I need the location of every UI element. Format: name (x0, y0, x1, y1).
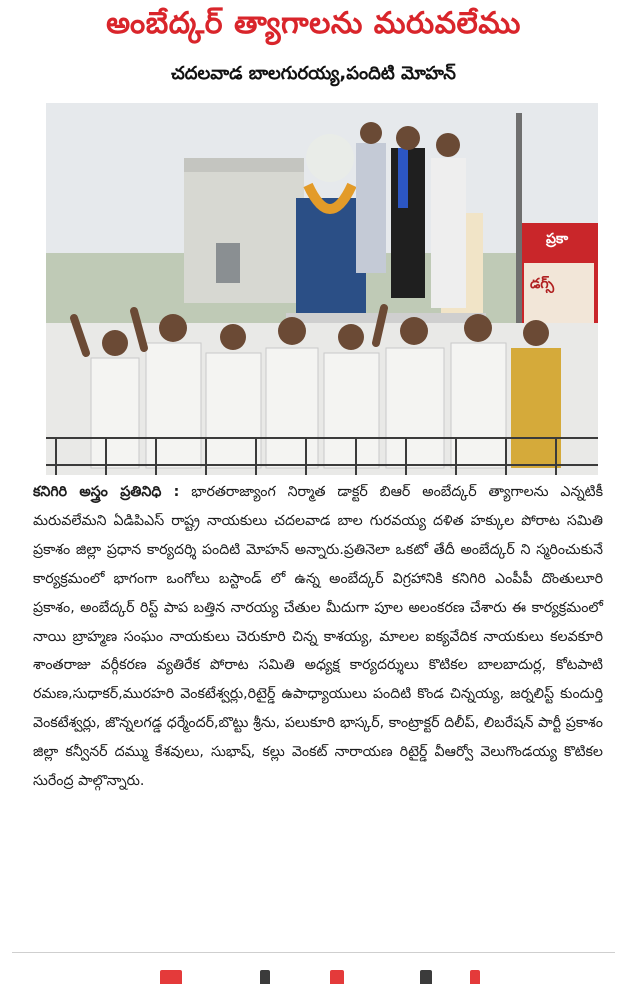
next-article-edge (0, 970, 627, 984)
subheadline: చదలవాడ బాలగురయ్య,పందిటి మోహన్ (171, 63, 456, 84)
bottom-divider (12, 952, 615, 953)
statue-head (306, 134, 354, 182)
signboard-text-2: డగ్స్ (530, 276, 555, 292)
article-text: భారతరాజ్యాంగ నిర్మాత డాక్టర్ బిఆర్ అంబేద్కర్ త్యాగాలను ఎన్నటికీ మరువలేమని ఏడిపిఎస్ రాష్ట్ర నాయకులు చదలవాడ బాల గురవయ్య దళిత హక్కుల పోరాట సమితి ప్రకాశం జిల్లా ప్రధాన కార్యదర్శి పందిటి మోహన్ అన్నారు.ప్రతినెలా ఒకటో తేదీ అంబేద్కర్ ని స్మరించుకునే కార్యక్రమంలో భాగంగా ఒంగోలు బస్టాండ్ లో ఉన్న అంబేద్కర్ విగ్రహానికి కనిగిరి ఎంపీపీ దొంతులూరి ప్రకాశం, అంబేద్కర్ రిస్ట్ పాప బత్తిన నారయ్య చేతుల మీదుగా పూల అలంకరణ చేశారు ఈ కార్యక్రమంలో నాయి బ్రాహ్మణ సంఘం నాయకులు చెరుకూరి చిన్న కాశయ్య, మాలల ఐక్యవేదిక నాయకులు కలవకూరి శాంతరాజు వర్గీకరణ వ్యతిరేక పోరాట సమితి అధ్యక్ష కార్యదర్శులు కొటికల బాలబాదుర్ల, కోటపాటి రమణ,సుధాకర్,మురహరి వెంకటేశ్వర్లు,రిటైర్డ్ ఉపాధ్యాయులు పందిటి కొండ చిన్నయ్య, జర్నలిస్ట్ కుందుర్తి వెంకటేశ్వర్లు, జొన్నలగడ్డ ధర్మేందర్,బొట్టు శ్రీను, పలుకూరి భాస్కర్, కాంట్రాక్టర్ దిలీప్, లిబరేషన్ పార్టీ ప్రకాశం జిల్లా కన్వీనర్ దమ్ము కేశవులు, సుభాష్, కల్లు వెంకట్ నారాయణ రిటైర్డ్ వీఆర్వో వెలుగొండయ్య కొటికల సురేంద్ర పాల్గొన్నారు. (33, 484, 604, 790)
person-yellow (511, 348, 561, 468)
headline: అంబేద్కర్ త్యాగాలను మరువలేము (106, 6, 521, 41)
person (356, 143, 386, 273)
news-photo (46, 103, 598, 475)
article-body (33, 478, 603, 796)
building (184, 163, 304, 303)
person (431, 158, 466, 308)
dateline: కనిగిరి అస్త్రం ప్రతినిధి : (33, 484, 180, 500)
signboard-text: ప్రకా (546, 231, 569, 247)
